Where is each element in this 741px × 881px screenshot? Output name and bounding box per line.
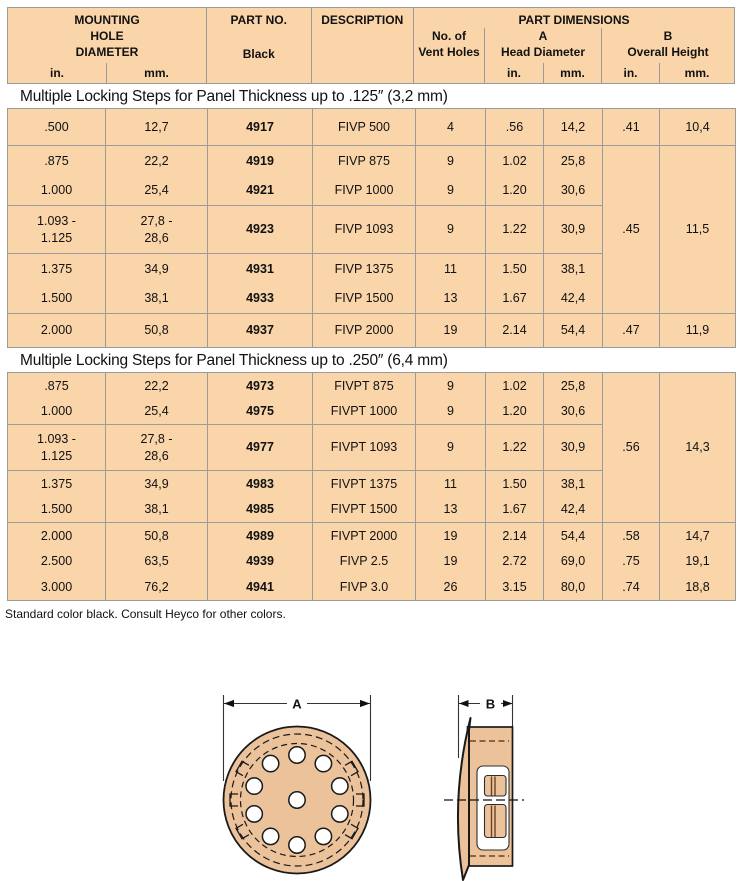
cell-hole-mm: 22,2 — [106, 146, 208, 176]
cell-a-in: .56 — [486, 109, 544, 146]
cell-hole-mm: 34,9 — [106, 471, 208, 497]
cell-b-mm: 19,1 — [660, 549, 736, 575]
cell-vent-holes: 13 — [416, 284, 486, 314]
cell-part-no: 4933 — [208, 284, 313, 314]
cell-description: FIVPT 875 — [313, 373, 416, 399]
cell-hole-in — [8, 425, 106, 471]
header-mounting-line1: MOUNTING — [74, 13, 140, 27]
vent-hole — [289, 837, 305, 853]
cell-hole-in: 1.000 — [8, 176, 106, 206]
cell-vent-holes: 9 — [416, 373, 486, 399]
cell-description: FIVPT 1000 — [313, 399, 416, 425]
cell-description: FIVP 1375 — [313, 254, 416, 284]
header-vent-line2: Vent Holes — [418, 45, 480, 59]
header-dim-a-label: Head Diameter — [500, 45, 586, 59]
plug-head-flange — [458, 718, 471, 880]
cell-a-mm: 38,1 — [544, 254, 603, 284]
cell-part-no: 4985 — [208, 497, 313, 523]
cell-hole-mm: 38,1 — [106, 284, 208, 314]
cell-b-in: .58 — [603, 523, 660, 549]
cell-line1: 1.093 - — [37, 214, 76, 229]
cell-vent-holes: 11 — [416, 254, 486, 284]
cell-part-no: 4983 — [208, 471, 313, 497]
cell-vent-holes: 9 — [416, 399, 486, 425]
cell-part-no: 4973 — [208, 373, 313, 399]
cell-a-in: 2.14 — [486, 523, 544, 549]
cell-a-in: 3.15 — [486, 575, 544, 601]
cell-part-no: 4921 — [208, 176, 313, 206]
vent-hole — [246, 778, 262, 794]
table-row — [8, 109, 736, 146]
cell-hole-mm: 22,2 — [106, 373, 208, 399]
cell-hole-in: .875 — [8, 373, 106, 399]
section-title: Multiple Locking Steps for Panel Thickness up to .250″ (6,4 mm) — [20, 352, 448, 369]
cell-a-in: 2.14 — [486, 314, 544, 348]
cell-b-mm-merged: 14,3 — [660, 373, 736, 523]
header-dimensions-subcolumns — [414, 28, 734, 83]
cell-a-in: 1.20 — [486, 176, 544, 206]
cell-hole-in: .500 — [8, 109, 106, 146]
cell-hole-in — [8, 206, 106, 254]
cell-vent-holes: 9 — [416, 206, 486, 254]
cell-hole-in: 1.500 — [8, 284, 106, 314]
cell-hole-mm: 25,4 — [106, 176, 208, 206]
cell-description: FIVP 2000 — [313, 314, 416, 348]
cell-a-mm: 30,6 — [544, 399, 603, 425]
vent-hole — [246, 806, 262, 822]
header-dim-a-in: in. — [485, 63, 544, 83]
arrowhead-left-icon — [224, 700, 234, 707]
cell-vent-holes: 9 — [416, 176, 486, 206]
table-row — [8, 575, 736, 601]
header-part-no — [207, 8, 311, 83]
cell-vent-holes: 4 — [416, 109, 486, 146]
cell-line2: 1.125 — [40, 230, 73, 245]
cell-b-mm-merged: 11,5 — [660, 146, 736, 314]
cell-a-mm: 30,9 — [544, 206, 603, 254]
header-mounting-mm: mm. — [144, 66, 169, 80]
cell-a-mm: 54,4 — [544, 314, 603, 348]
cell-a-in: 1.22 — [486, 425, 544, 471]
vent-hole — [332, 806, 348, 822]
cell-description: FIVP 1093 — [313, 206, 416, 254]
cell-b-mm: 11,9 — [660, 314, 736, 348]
cell-description: FIVP 3.0 — [313, 575, 416, 601]
cell-part-no: 4917 — [208, 109, 313, 146]
header-description — [312, 8, 415, 83]
cell-description: FIVPT 1093 — [313, 425, 416, 471]
arrowhead-right-icon — [503, 700, 513, 707]
cell-part-no: 4975 — [208, 399, 313, 425]
cell-line2: 28,6 — [144, 230, 169, 245]
arrowhead-left-icon — [459, 700, 469, 707]
data-table-section-1 — [7, 108, 736, 348]
header-mounting-line3: DIAMETER — [75, 45, 139, 59]
cell-hole-in: 1.375 — [8, 254, 106, 284]
header-vent-line1: No. of — [432, 29, 466, 43]
cell-b-mm: 14,7 — [660, 523, 736, 549]
cell-a-mm: 30,9 — [544, 425, 603, 471]
header-dim-b — [601, 28, 734, 83]
cell-description: FIVPT 2000 — [313, 523, 416, 549]
cell-a-in: 1.67 — [486, 497, 544, 523]
vent-hole — [315, 755, 331, 771]
cell-vent-holes: 9 — [416, 425, 486, 471]
header-mounting-line2: HOLE — [90, 29, 124, 43]
cell-description: FIVPT 1375 — [313, 471, 416, 497]
cell-part-no: 4923 — [208, 206, 313, 254]
cell-hole-mm: 12,7 — [106, 109, 208, 146]
header-mounting-in: in. — [8, 63, 107, 83]
header-mounting-hole-diameter — [8, 8, 207, 83]
cell-part-no: 4931 — [208, 254, 313, 284]
cell-description: FIVPT 1500 — [313, 497, 416, 523]
cell-hole-mm: 38,1 — [106, 497, 208, 523]
cell-a-mm: 38,1 — [544, 471, 603, 497]
header-dim-a-letter: A — [538, 29, 548, 43]
cell-vent-holes: 13 — [416, 497, 486, 523]
vent-hole — [332, 778, 348, 794]
header-dim-a — [484, 28, 601, 83]
cell-hole-mm — [106, 206, 208, 254]
cell-description: FIVP 875 — [313, 146, 416, 176]
technical-drawings — [0, 680, 741, 881]
vent-hole-center — [289, 792, 305, 808]
arrowhead-right-icon — [360, 700, 370, 707]
cell-a-in: 1.22 — [486, 206, 544, 254]
cell-a-mm: 42,4 — [544, 497, 603, 523]
header-description-label: DESCRIPTION — [321, 13, 404, 27]
vent-hole — [289, 747, 305, 763]
cell-vent-holes: 9 — [416, 146, 486, 176]
header-dim-b-mm: mm. — [684, 66, 710, 80]
cell-vent-holes: 19 — [416, 549, 486, 575]
cell-description: FIVP 1500 — [313, 284, 416, 314]
cell-part-no: 4977 — [208, 425, 313, 471]
cell-a-mm: 25,8 — [544, 146, 603, 176]
header-mounting-units — [8, 63, 206, 83]
cell-a-mm: 80,0 — [544, 575, 603, 601]
vent-hole — [262, 828, 278, 844]
cell-a-mm: 54,4 — [544, 523, 603, 549]
plug-top-view-diagram — [224, 695, 371, 874]
cell-b-in: .75 — [603, 549, 660, 575]
cell-hole-mm: 50,8 — [106, 314, 208, 348]
cell-a-mm: 30,6 — [544, 176, 603, 206]
cell-a-in: 1.02 — [486, 373, 544, 399]
header-dim-a-units — [485, 63, 601, 83]
header-dim-b-units — [602, 63, 734, 83]
table-row — [8, 523, 736, 549]
header-dim-b-letter: B — [663, 29, 673, 43]
cell-a-in: 1.67 — [486, 284, 544, 314]
cell-line1: 1.093 - — [37, 432, 76, 447]
data-table-section-2 — [7, 372, 736, 601]
table-row — [8, 314, 736, 348]
header-part-no-label: PART NO. — [230, 13, 287, 27]
cell-part-no: 4937 — [208, 314, 313, 348]
cell-b-mm: 18,8 — [660, 575, 736, 601]
cell-vent-holes: 19 — [416, 314, 486, 348]
cell-hole-in: 1.375 — [8, 471, 106, 497]
cell-hole-mm: 34,9 — [106, 254, 208, 284]
vent-hole — [262, 755, 278, 771]
cell-hole-in: 1.000 — [8, 399, 106, 425]
cell-part-no: 4941 — [208, 575, 313, 601]
cell-a-in: 2.72 — [486, 549, 544, 575]
cell-a-mm: 69,0 — [544, 549, 603, 575]
header-dim-a-mm: mm. — [560, 66, 585, 80]
header-part-color-label: Black — [242, 47, 275, 61]
cell-part-no: 4989 — [208, 523, 313, 549]
cell-line1: 27,8 - — [140, 432, 173, 447]
cell-a-in: 1.02 — [486, 146, 544, 176]
plug-side-view-diagram — [444, 695, 524, 880]
cell-description: FIVP 500 — [313, 109, 416, 146]
table-row — [8, 146, 736, 176]
cell-a-mm: 14,2 — [544, 109, 603, 146]
cell-line2: 1.125 — [40, 448, 73, 463]
cell-hole-in: 3.000 — [8, 575, 106, 601]
table-header — [7, 7, 735, 84]
cell-b-in-merged: .56 — [603, 373, 660, 523]
table-row — [8, 549, 736, 575]
cell-vent-holes: 19 — [416, 523, 486, 549]
cell-hole-in: 2.000 — [8, 314, 106, 348]
parts-table — [7, 7, 735, 621]
cell-hole-mm: 50,8 — [106, 523, 208, 549]
cell-vent-holes: 11 — [416, 471, 486, 497]
cell-hole-mm: 76,2 — [106, 575, 208, 601]
cell-a-in: 1.50 — [486, 471, 544, 497]
section-title: Multiple Locking Steps for Panel Thickness up to .125″ (3,2 mm) — [20, 88, 448, 105]
cell-hole-mm — [106, 425, 208, 471]
cell-hole-mm: 63,5 — [106, 549, 208, 575]
cell-b-in-merged: .45 — [603, 146, 660, 314]
cell-hole-in: 2.500 — [8, 549, 106, 575]
cell-description: FIVP 1000 — [313, 176, 416, 206]
header-dim-b-in: in. — [602, 63, 660, 83]
vent-hole — [315, 828, 331, 844]
cell-a-mm: 42,4 — [544, 284, 603, 314]
cell-a-in: 1.20 — [486, 399, 544, 425]
cell-b-in: .47 — [603, 314, 660, 348]
cell-part-no: 4939 — [208, 549, 313, 575]
dim-label-b: B — [485, 696, 496, 712]
cell-a-in: 1.50 — [486, 254, 544, 284]
cell-a-mm: 25,8 — [544, 373, 603, 399]
cell-vent-holes: 26 — [416, 575, 486, 601]
cell-hole-mm: 25,4 — [106, 399, 208, 425]
dim-label-a: A — [292, 696, 302, 712]
header-vent-holes — [414, 28, 484, 83]
cell-hole-in: .875 — [8, 146, 106, 176]
cell-description: FIVP 2.5 — [313, 549, 416, 575]
cell-line1: 27,8 - — [140, 214, 173, 229]
header-dim-b-label: Overall Height — [627, 45, 709, 59]
cell-b-in: .41 — [603, 109, 660, 146]
cell-line2: 28,6 — [144, 448, 169, 463]
table-row — [8, 373, 736, 399]
cell-b-in: .74 — [603, 575, 660, 601]
cell-b-mm: 10,4 — [660, 109, 736, 146]
footnote: Standard color black. Consult Heyco for other colors. — [5, 607, 286, 621]
cell-hole-in: 1.500 — [8, 497, 106, 523]
header-part-dimensions-label: PART DIMENSIONS — [518, 13, 630, 27]
cell-hole-in: 2.000 — [8, 523, 106, 549]
cell-part-no: 4919 — [208, 146, 313, 176]
header-part-dimensions — [414, 8, 734, 83]
